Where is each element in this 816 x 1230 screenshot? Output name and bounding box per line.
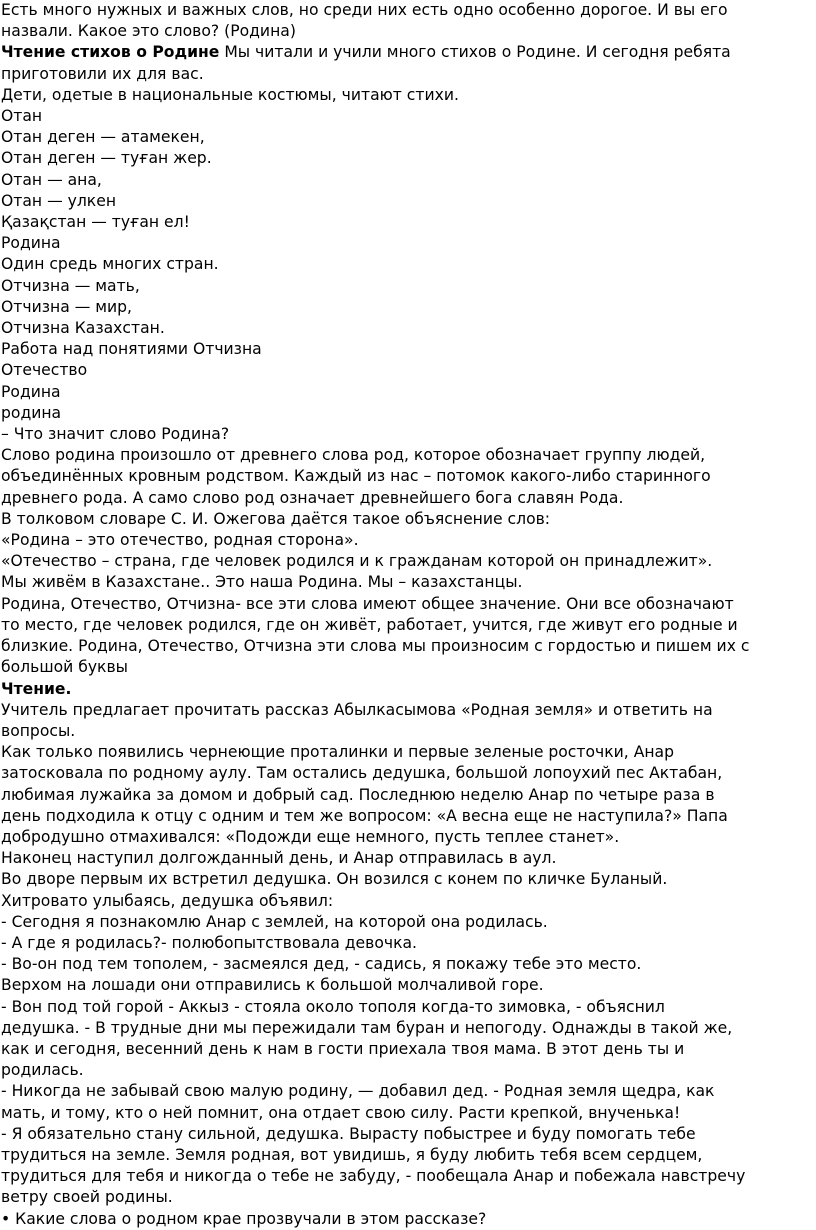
- story-line: трудиться на земле. Земля родная, вот увидишь, я буду любить тебя всем сердцем,: [1, 1145, 703, 1164]
- explanation-line: «Отечество – страна, где человек родился и к гражданам которой он принадлежит».: [1, 552, 713, 571]
- story-line: дедушка. - В трудные дни мы пережидали там буран и непогоду. Однажды в такой же,: [1, 1018, 733, 1037]
- reading-heading: Чтение.: [1, 679, 72, 698]
- poem-russian-line: Отчизна Казахстан.: [1, 319, 165, 338]
- poems-heading-rest: Мы читали и учили много стихов о Родине. И сегодня ребята: [219, 43, 731, 62]
- story-line: Верхом на лошади они отправились к большой молчаливой горе.: [1, 976, 544, 995]
- poem-russian-line: Один средь многих стран.: [1, 255, 219, 274]
- explanation-line: Родина, Отечество, Отчизна- все эти слова имеют общее значение. Они все обозначают: [1, 594, 734, 613]
- story-line: Во дворе первым их встретил дедушка. Он возился с конем по кличке Буланый.: [1, 870, 668, 889]
- intro-line: назвали. Какое это слово? (Родина): [1, 22, 296, 41]
- story-line: - Во-он под тем тополем, - засмеялся дед, - садись, я покажу тебе это место.: [1, 955, 642, 974]
- story-line: - Сегодня я познакомлю Анар с землей, на которой она родилась.: [1, 912, 548, 931]
- explanation-line: – Что значит слово Родина?: [1, 425, 230, 444]
- concept-line: Родина: [1, 382, 61, 401]
- story-line: Как только появились чернеющие проталинки и первые зеленые росточки, Анар: [1, 743, 675, 762]
- poem-kazakh-line: Отан — улкен: [1, 191, 117, 210]
- poem-russian-line: Родина: [1, 234, 61, 253]
- poem-kazakh-line: Отан: [1, 107, 43, 126]
- explanation-line: «Родина – это отечество, родная сторона».: [1, 531, 359, 550]
- explanation-line: то место, где человек родился, где он живёт, работает, учится, где живут его родные и: [1, 615, 738, 634]
- story-line: день подходила к отцу с одним и тем же вопросом: «А весна еще не наступила?» Папа: [1, 806, 728, 825]
- poems-section-line: [1, 42, 816, 63]
- explanation-line: Мы живём в Казахстане.. Это наша Родина. Мы – казахстанцы.: [1, 573, 523, 592]
- story-line: ветру своей родины.: [1, 1188, 173, 1207]
- story-line: добродушно отмахивался: «Подожди еще немного, пусть теплее станет».: [1, 827, 620, 846]
- poem-kazakh-line: Отан деген — туған жер.: [1, 149, 212, 168]
- story-line: как и сегодня, весенний день к нам в гости приехала твоя мама. В этот день ты и: [1, 1039, 685, 1058]
- story-line: вопросы.: [1, 721, 76, 740]
- story-line: родилась.: [1, 1061, 84, 1080]
- explanation-line: Слово родина произошло от древнего слова род, которое обозначает группу людей,: [1, 446, 706, 465]
- story-line: - Я обязательно стану сильной, дедушка. Вырасту побыстрее и буду помогать тебе: [1, 1124, 696, 1143]
- poems-section-line: приготовили их для вас.: [1, 64, 204, 83]
- story-line: затосковала по родному аулу. Там остались дедушка, большой лопоухий пес Актабан,: [1, 764, 723, 783]
- story-line: мать, и тому, кто о ней помнит, она отдает свою силу. Расти крепкой, внученька!: [1, 1103, 681, 1122]
- concept-line: Работа над понятиями Отчизна: [1, 340, 262, 359]
- explanation-line: В толковом словаре С. И. Ожегова даётся такое объяснение слов:: [1, 509, 551, 528]
- story-line: Хитровато улыбаясь, дедушка объявил:: [1, 891, 334, 910]
- question-bullet: • Какие слова о родном крае прозвучали в этом рассказе?: [1, 1209, 487, 1228]
- poem-kazakh-line: Отан — ана,: [1, 170, 102, 189]
- poem-kazakh-line: Отан деген — атамекен,: [1, 128, 205, 147]
- story-line: трудиться для тебя и никогда о тебе не забуду, - пообещала Анар и побежала навстречу: [1, 1167, 746, 1186]
- concept-line: родина: [1, 403, 62, 422]
- story-line: - Никогда не забывай свою малую родину, — добавил дед. - Родная земля щедра, как: [1, 1082, 715, 1101]
- concept-line: Отечество: [1, 361, 88, 380]
- explanation-line: древнего рода. А само слово род означает древнейшего бога славян Рода.: [1, 488, 624, 507]
- intro-line: Есть много нужных и важных слов, но среди них есть одно особенно дорогое. И вы его: [1, 1, 728, 19]
- poem-kazakh-line: Қазақстан — туған ел!: [1, 213, 190, 232]
- poem-russian-line: Отчизна — мир,: [1, 297, 133, 316]
- story-line: - А где я родилась?- полюбопытствовала девочка.: [1, 933, 418, 952]
- poems-section-line: Дети, одетые в национальные костюмы, читают стихи.: [1, 85, 459, 104]
- story-line: любимая лужайка за домом и добрый сад. Последнюю неделю Анар по четыре раза в: [1, 785, 715, 804]
- poem-russian-line: Отчизна — мать,: [1, 276, 140, 295]
- explanation-line: объединённых кровным родством. Каждый из нас – потомок какого-либо старинного: [1, 467, 711, 486]
- explanation-line: близкие. Родина, Отечество, Отчизна эти слова мы произносим с гордостью и пишем их с: [1, 637, 750, 656]
- story-line: Наконец наступил долгожданный день, и Анар отправилась в аул.: [1, 849, 557, 868]
- story-line: Учитель предлагает прочитать рассказ Абылкасымова «Родная земля» и ответить на: [1, 700, 713, 719]
- poems-heading: Чтение стихов о Родине: [1, 43, 220, 62]
- story-line: - Вон под той горой - Аккыз - стояла около тополя когда-то зимовка, - объяснил: [1, 997, 665, 1016]
- explanation-line: большой буквы: [1, 658, 128, 677]
